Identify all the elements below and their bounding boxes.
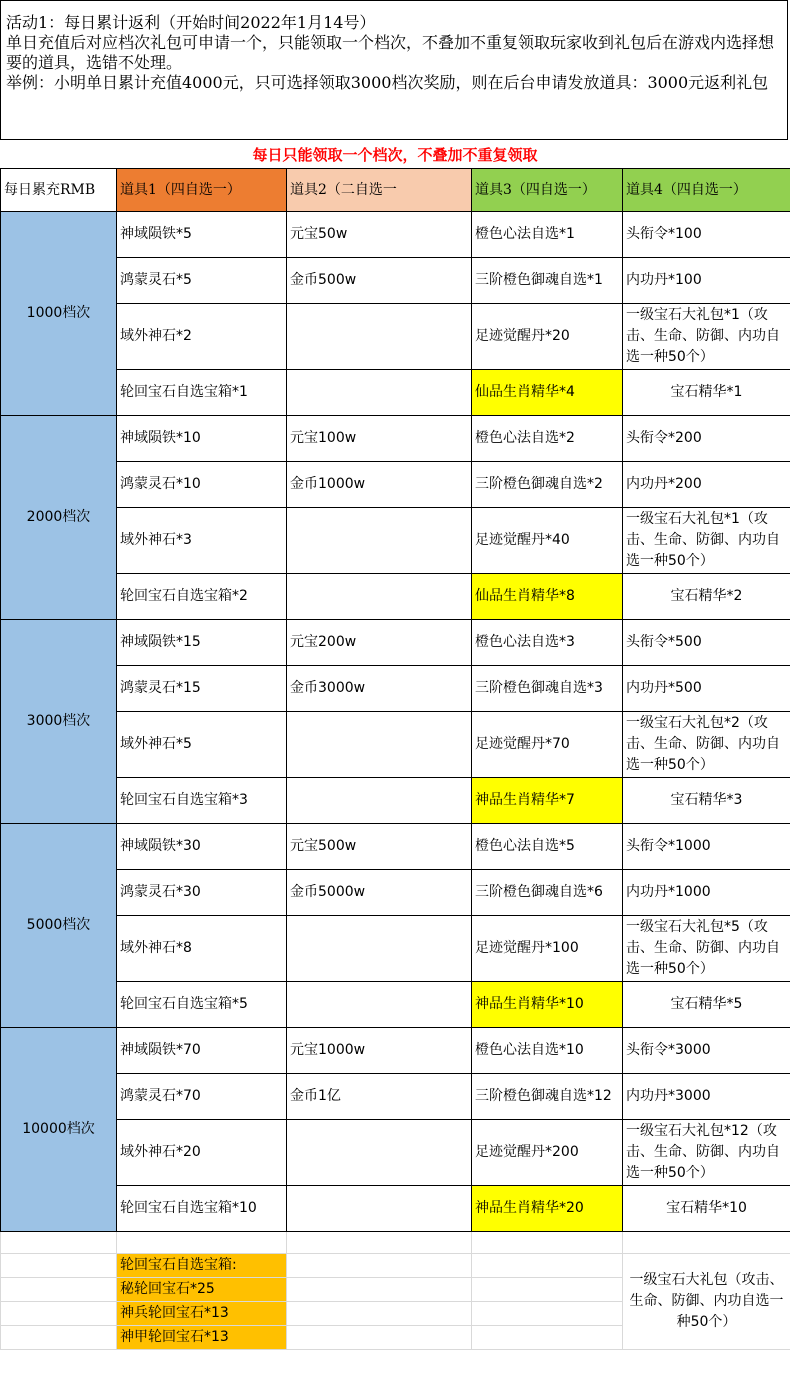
item-cell: 域外神石*5 (117, 712, 287, 778)
table-row (1, 574, 790, 620)
item-cell: 宝石精华*10 (623, 1186, 790, 1232)
notice-example: 举例：小明单日累计充值4000元，只可选择领取3000档次奖励，则在后台申请发放道具：3000元返利礼包 (6, 73, 769, 92)
item-cell: 神域陨铁*15 (117, 620, 287, 666)
item-cell: 足迹觉醒丹*200 (472, 1120, 623, 1186)
item-cell: 鸿蒙灵石*30 (117, 870, 287, 916)
empty-cell (472, 1326, 623, 1350)
header-cell: 道具2（二自选一 (287, 169, 472, 212)
table-row (1, 416, 790, 462)
item-cell: 一级宝石大礼包*2（攻击、生命、防御、内功自选一种50个） (623, 712, 790, 778)
item-cell: 一级宝石大礼包*5（攻击、生命、防御、内功自选一种50个） (623, 916, 790, 982)
item-cell: 轮回宝石自选宝箱*1 (117, 370, 287, 416)
item-cell: 宝石精华*3 (623, 778, 790, 824)
item-cell: 轮回宝石自选宝箱*3 (117, 778, 287, 824)
item-cell: 轮回宝石自选宝箱*5 (117, 982, 287, 1028)
item-cell: 仙品生肖精华*4 (472, 370, 623, 416)
empty-cell (1, 1302, 117, 1326)
item-cell: 橙色心法自选*1 (472, 212, 623, 258)
item-cell: 足迹觉醒丹*40 (472, 508, 623, 574)
item-cell: 神品生肖精华*10 (472, 982, 623, 1028)
notice-title: 活动1：每日累计返利（开始时间2022年1月14号） (6, 13, 376, 32)
table-row (1, 1074, 790, 1120)
table-row (1, 870, 790, 916)
item-cell: 头衔令*3000 (623, 1028, 790, 1074)
item-cell (287, 916, 472, 982)
header-cell: 每日累充RMB (1, 169, 117, 212)
item-cell: 神域陨铁*5 (117, 212, 287, 258)
item-cell: 神域陨铁*10 (117, 416, 287, 462)
item-cell: 内功丹*500 (623, 666, 790, 712)
table-row (1, 304, 790, 370)
empty-cell (472, 1254, 623, 1278)
empty-cell (287, 1302, 472, 1326)
item-cell: 三阶橙色御魂自选*1 (472, 258, 623, 304)
table-row (1, 462, 790, 508)
item-cell: 内功丹*1000 (623, 870, 790, 916)
item-cell: 神品生肖精华*20 (472, 1186, 623, 1232)
table-row (1, 1186, 790, 1232)
item-cell (287, 982, 472, 1028)
item-cell: 内功丹*200 (623, 462, 790, 508)
item-cell (287, 1186, 472, 1232)
item-cell: 足迹觉醒丹*70 (472, 712, 623, 778)
item-cell: 足迹觉醒丹*20 (472, 304, 623, 370)
item-cell: 神域陨铁*30 (117, 824, 287, 870)
tier-label: 1000档次 (1, 212, 117, 416)
table-row (1, 824, 790, 870)
empty-cell (472, 1302, 623, 1326)
item-cell (287, 712, 472, 778)
table-row (1, 712, 790, 778)
box-line: 神甲轮回宝石*13 (117, 1326, 287, 1350)
notice-rule: 单日充值后对应档次礼包可申请一个，只能领取一个档次，不叠加不重复领取玩家收到礼包后在游戏内选择想要的道具，选错不处理。 (6, 33, 775, 72)
empty-cell (472, 1278, 623, 1302)
empty-cell (287, 1326, 472, 1350)
item-cell: 金币1000w (287, 462, 472, 508)
box-line: 神兵轮回宝石*13 (117, 1302, 287, 1326)
item-cell: 三阶橙色御魂自选*3 (472, 666, 623, 712)
item-cell: 元宝50w (287, 212, 472, 258)
empty-cell (1, 1278, 117, 1302)
item-cell: 宝石精华*2 (623, 574, 790, 620)
item-cell (287, 574, 472, 620)
table-row (1, 620, 790, 666)
activity-notice (0, 0, 788, 140)
table-row (1, 916, 790, 982)
item-cell: 鸿蒙灵石*15 (117, 666, 287, 712)
item-cell: 鸿蒙灵石*5 (117, 258, 287, 304)
empty-cell (287, 1254, 472, 1278)
daily-limit-banner: 每日只能领取一个档次，不叠加不重复领取 (252, 146, 538, 164)
item-cell: 一级宝石大礼包*12（攻击、生命、防御、内功自选一种50个） (623, 1120, 790, 1186)
item-cell (287, 370, 472, 416)
item-cell: 橙色心法自选*10 (472, 1028, 623, 1074)
empty-cell (287, 1232, 472, 1254)
item-cell: 元宝1000w (287, 1028, 472, 1074)
item-cell: 三阶橙色御魂自选*2 (472, 462, 623, 508)
item-cell: 头衔令*100 (623, 212, 790, 258)
tier-label: 3000档次 (1, 620, 117, 824)
empty-cell (623, 1232, 790, 1254)
table-row (1, 508, 790, 574)
empty-cell (472, 1232, 623, 1254)
item-cell: 轮回宝石自选宝箱*2 (117, 574, 287, 620)
item-cell: 三阶橙色御魂自选*12 (472, 1074, 623, 1120)
item-cell: 金币3000w (287, 666, 472, 712)
item-cell: 头衔令*500 (623, 620, 790, 666)
table-row (1, 1120, 790, 1186)
table-row (1, 982, 790, 1028)
item-cell: 元宝500w (287, 824, 472, 870)
header-cell: 道具4（四自选一） (623, 169, 790, 212)
item-cell: 橙色心法自选*2 (472, 416, 623, 462)
table-row (1, 258, 790, 304)
empty-cell (1, 1326, 117, 1350)
item-cell: 内功丹*3000 (623, 1074, 790, 1120)
item-cell: 轮回宝石自选宝箱*10 (117, 1186, 287, 1232)
item-cell: 内功丹*100 (623, 258, 790, 304)
item-cell: 金币500w (287, 258, 472, 304)
empty-cell (1, 1232, 117, 1254)
box-line: 秘轮回宝石*25 (117, 1278, 287, 1302)
item-cell: 元宝200w (287, 620, 472, 666)
table-row (1, 778, 790, 824)
item-cell (287, 304, 472, 370)
item-cell: 头衔令*200 (623, 416, 790, 462)
item-cell: 足迹觉醒丹*100 (472, 916, 623, 982)
item-cell (287, 1120, 472, 1186)
item-cell: 三阶橙色御魂自选*6 (472, 870, 623, 916)
item-cell: 一级宝石大礼包*1（攻击、生命、防御、内功自选一种50个） (623, 508, 790, 574)
tier-label: 10000档次 (1, 1028, 117, 1232)
header-cell: 道具1（四自选一） (117, 169, 287, 212)
item-cell: 仙品生肖精华*8 (472, 574, 623, 620)
header-cell: 道具3（四自选一） (472, 169, 623, 212)
table-row (1, 212, 790, 258)
item-cell: 鸿蒙灵石*10 (117, 462, 287, 508)
empty-cell (1, 1254, 117, 1278)
box-line: 轮回宝石自选宝箱: (117, 1254, 287, 1278)
gift-note: 一级宝石大礼包（攻击、生命、防御、内功自选一种50个） (623, 1254, 790, 1350)
item-cell: 神品生肖精华*7 (472, 778, 623, 824)
item-cell: 宝石精华*5 (623, 982, 790, 1028)
item-cell: 鸿蒙灵石*70 (117, 1074, 287, 1120)
item-cell: 头衔令*1000 (623, 824, 790, 870)
item-cell: 域外神石*20 (117, 1120, 287, 1186)
item-cell (287, 508, 472, 574)
item-cell: 金币1亿 (287, 1074, 472, 1120)
tier-label: 5000档次 (1, 824, 117, 1028)
item-cell: 橙色心法自选*3 (472, 620, 623, 666)
item-cell: 域外神石*8 (117, 916, 287, 982)
item-cell (287, 778, 472, 824)
item-cell: 一级宝石大礼包*1（攻击、生命、防御、内功自选一种50个） (623, 304, 790, 370)
table-row (1, 1028, 790, 1074)
item-cell: 金币5000w (287, 870, 472, 916)
item-cell: 神域陨铁*70 (117, 1028, 287, 1074)
item-cell: 橙色心法自选*5 (472, 824, 623, 870)
reward-table (0, 168, 790, 1350)
table-row (1, 666, 790, 712)
empty-cell (287, 1278, 472, 1302)
item-cell: 宝石精华*1 (623, 370, 790, 416)
item-cell: 域外神石*3 (117, 508, 287, 574)
empty-cell (117, 1232, 287, 1254)
tier-label: 2000档次 (1, 416, 117, 620)
item-cell: 元宝100w (287, 416, 472, 462)
item-cell: 域外神石*2 (117, 304, 287, 370)
table-row (1, 370, 790, 416)
